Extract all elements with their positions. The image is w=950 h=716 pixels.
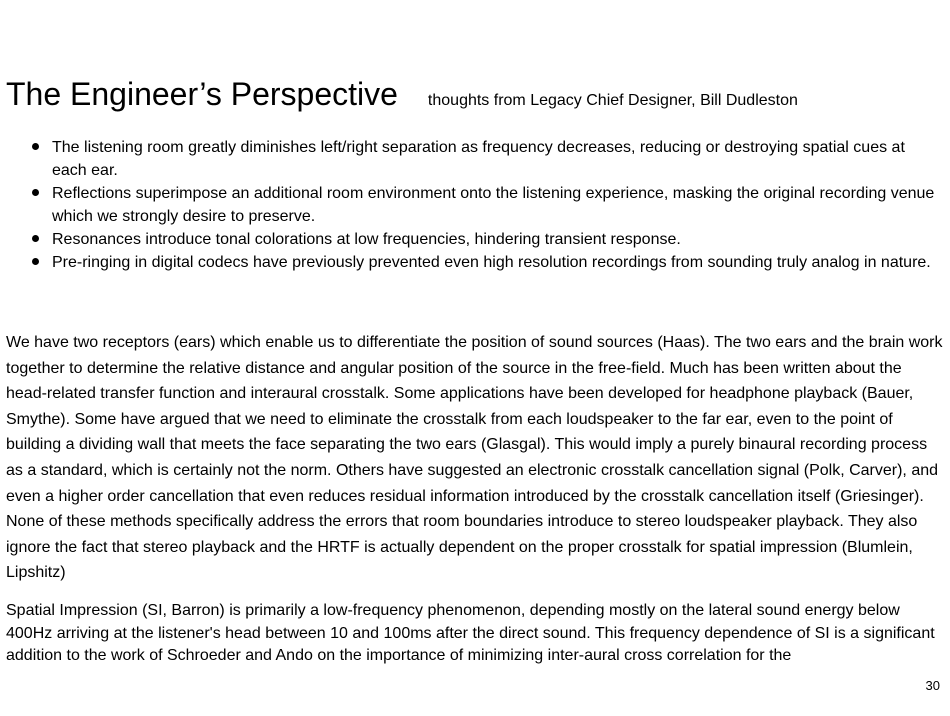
bullet-item	[52, 228, 942, 251]
bullet-text: Pre-ringing in digital codecs have previously prevented even high resolution recordings from sounding truly analog in nature.	[52, 254, 931, 271]
page-subtitle: thoughts from Legacy Chief Designer, Bill Dudleston	[427, 92, 798, 109]
page-title: The Engineer’s Perspective	[6, 76, 398, 112]
bullet-text: The listening room greatly diminishes left/right separation as frequency decreases, reducing or destroying spatial cues at each ear.	[52, 139, 905, 179]
body-paragraph-receptors: We have two receptors (ears) which enable us to differentiate the position of sound sources (Haas). The two ears and the brain work together to determine the relative distance and angular position of the source in the free-field. Much has been written about the head-related transfer function and interaural crosstalk. Some applications have been developed for headphone playback (Bauer, Smythe). Some have argued that we need to eliminate the crosstalk from each loudspeaker to the far ear, even to the point of building a dividing wall that meets the face separating the two ears (Glasgal). This would imply a purely binaural recording process as a standard, which is certainly not the norm. Others have suggested an electronic crosstalk cancellation signal (Polk, Carver), and even a higher order cancellation that even reduces residual information introduced by the crosstalk cancellation itself (Griesinger). None of these methods specifically address the errors that room boundaries introduce to stereo loudspeaker playback. They also ignore the fact that stereo playback and the HRTF is actually dependent on the proper crosstalk for spatial impression (Blumlein, Lipshitz)	[6, 334, 943, 582]
title-row	[6, 76, 798, 113]
bullet-dot-icon	[32, 189, 39, 196]
body-paragraph-spatial-impression: Spatial Impression (SI, Barron) is primarily a low-frequency phenomenon, depending mostly on the lateral sound energy below 400Hz arriving at the listener's head between 10 and 100ms after the direct sound. This frequency dependence of SI is a significant addition to the work of Schroeder and Ando on the importance of minimizing inter-aural cross correlation for the	[6, 602, 935, 664]
bullet-dot-icon	[32, 235, 39, 242]
bullet-item	[52, 182, 942, 228]
bullet-dot-icon	[32, 258, 39, 265]
page-number: 30	[925, 678, 940, 693]
bullet-text: Resonances introduce tonal colorations at low frequencies, hindering transient response.	[52, 231, 681, 248]
bullet-item	[52, 251, 942, 274]
bullet-item	[52, 136, 942, 182]
bullet-text: Reflections superimpose an additional room environment onto the listening experience, masking the original recording venue which we strongly desire to preserve.	[52, 185, 935, 225]
bullet-list	[52, 136, 942, 274]
bullet-dot-icon	[32, 143, 39, 150]
